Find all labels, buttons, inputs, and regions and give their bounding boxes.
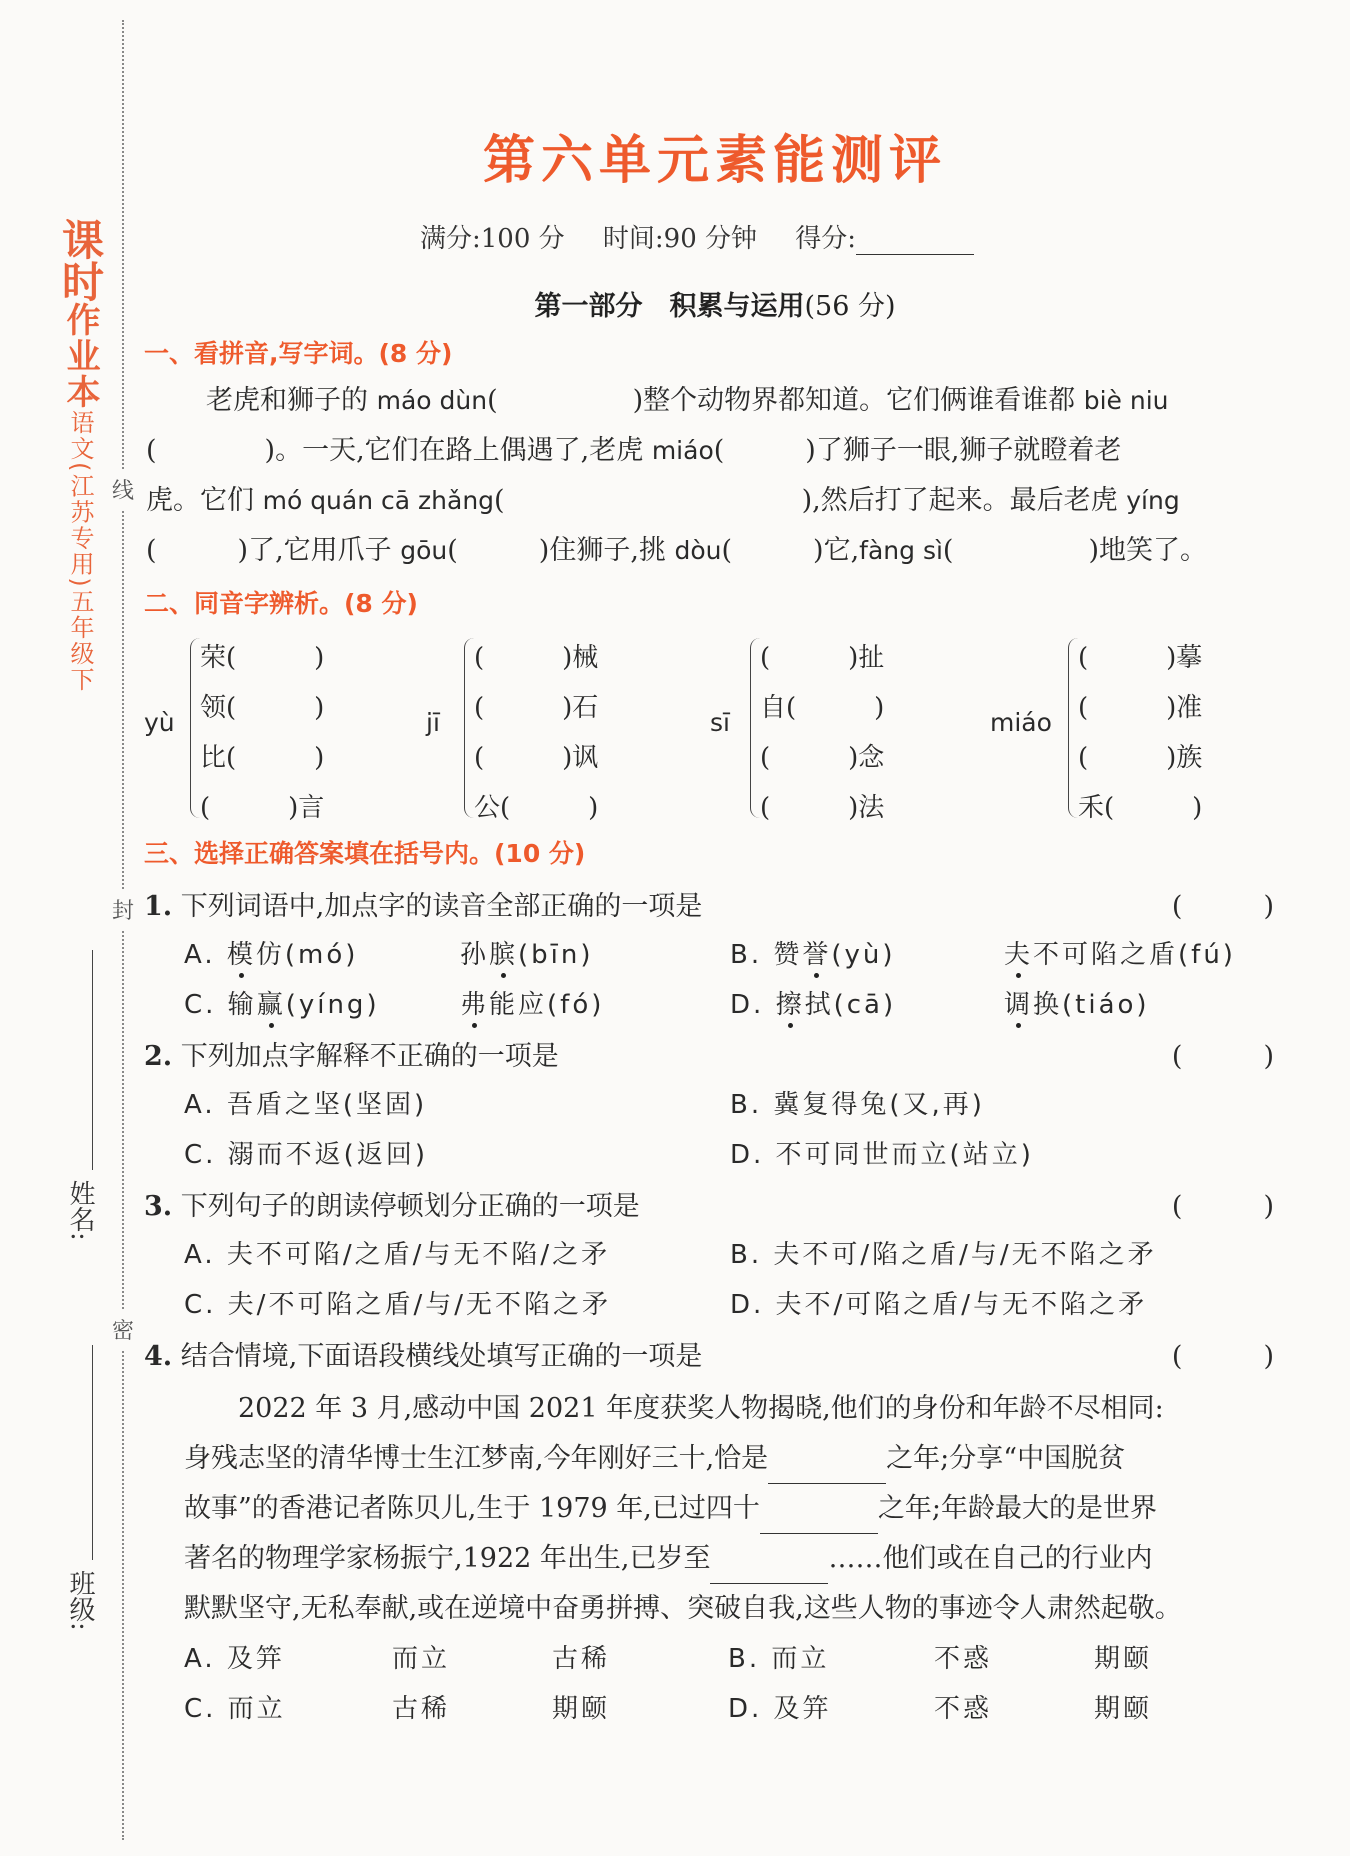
- q4-option-b-word2: 不惑: [934, 1644, 993, 1674]
- cut-mark-xian: 线: [112, 470, 134, 509]
- option-pinyin: (mó): [284, 940, 359, 970]
- section1-line-1: [146, 376, 1280, 426]
- homophone-item[interactable]: ( )言: [200, 793, 325, 823]
- dotted-char: 赢: [256, 990, 286, 1020]
- homophone-item[interactable]: 荣( ): [200, 643, 325, 673]
- group-pinyin: yù: [144, 708, 175, 737]
- question-3: [144, 1184, 1284, 1223]
- group-pinyin: miáo: [990, 708, 1052, 737]
- answer-box[interactable]: ( ): [1171, 1041, 1274, 1072]
- q4-option-c-word3: 期颐: [552, 1694, 611, 1724]
- q1-option-b2: 夫不可陷之盾(fú): [1004, 940, 1236, 970]
- answer-box[interactable]: ( ): [1171, 1191, 1274, 1222]
- text-run: ( )地笑了。: [942, 535, 1207, 566]
- text-run: 之年;年龄最大的是世界: [877, 1493, 1157, 1524]
- text-run: 之年;分享“中国脱贫: [886, 1443, 1126, 1474]
- q2-option-a[interactable]: A. 吾盾之坚(坚固): [184, 1090, 428, 1120]
- homophone-item[interactable]: ( )族: [1078, 743, 1203, 773]
- text-run: ……他们或在自己的行业内: [828, 1543, 1153, 1574]
- answer-box[interactable]: ( ): [1171, 891, 1274, 922]
- text-run: ( )住狮子,挑: [447, 535, 675, 566]
- pinyin-run: máo dùn: [376, 386, 488, 415]
- homophone-item[interactable]: 自( ): [760, 693, 885, 723]
- homophone-item[interactable]: ( )扯: [760, 643, 885, 673]
- option-letter: A.: [184, 940, 216, 970]
- q3-option-b[interactable]: B. 夫不可/陷之盾/与/无不陷之矛: [730, 1240, 1157, 1270]
- q1-option-b[interactable]: B. 赞誉(yù): [730, 940, 896, 970]
- option-pinyin: (yù): [831, 940, 896, 970]
- q4-option-b-word3: 期颐: [1094, 1644, 1153, 1674]
- homophone-item[interactable]: 比( ): [200, 743, 325, 773]
- question-2: [144, 1034, 1284, 1073]
- pinyin-run: mó quán cā zhǎng: [262, 486, 495, 515]
- question-number: 2.: [144, 1041, 173, 1072]
- q4-passage-line-5: 默默坚守,无私奉献,或在逆境中奋勇拼搏、突破自我,这些人物的事迹令人肃然起敬。: [184, 1593, 1182, 1624]
- q1-option-c[interactable]: C. 输赢(yíng): [184, 990, 380, 1020]
- homophone-item[interactable]: 公( ): [474, 793, 599, 823]
- option-letter: C.: [184, 990, 217, 1020]
- option-pinyin: (cā): [833, 990, 897, 1020]
- exam-time: 时间:90 分钟: [602, 224, 758, 254]
- section3-title: 三、选择正确答案填在括号内。(10 分): [144, 839, 586, 868]
- section1-title: 一、看拼音,写字词。(8 分): [144, 339, 453, 368]
- dotted-char: 誉: [802, 940, 832, 970]
- part-title-text: 第一部分 积累与运用: [534, 291, 805, 322]
- brand-subtitle: 语文(江苏专用)五年级下: [66, 410, 94, 693]
- answer-box[interactable]: ( ): [1171, 1341, 1274, 1372]
- group-pinyin: sī: [710, 708, 730, 737]
- pinyin-run: gōu: [400, 536, 448, 565]
- dotted-char: 夫: [1004, 940, 1034, 970]
- brand-name: 作业本: [60, 302, 100, 410]
- section1-line-3: [146, 476, 1280, 526]
- q1-option-d2: 调换(tiáo): [1004, 990, 1150, 1020]
- pinyin-run: miáo: [651, 436, 714, 465]
- option-pinyin: (bīn): [518, 940, 594, 970]
- pinyin-run: dòu: [674, 536, 722, 565]
- text-run: ( )整个动物界都知道。它们俩谁看谁都: [487, 385, 1084, 416]
- dotted-char: 模: [226, 940, 256, 970]
- option-text: 仿: [255, 940, 285, 970]
- homophone-item[interactable]: ( )法: [760, 793, 885, 823]
- q1-option-a2: 孙膑(bīn): [460, 940, 594, 970]
- q3-option-a[interactable]: A. 夫不可陷/之盾/与无不陷/之矛: [184, 1240, 611, 1270]
- score-blank[interactable]: [856, 230, 974, 255]
- question-4: [144, 1334, 1284, 1373]
- text-run: 虎。它们: [146, 485, 263, 516]
- name-label: 姓名:: [65, 1180, 95, 1241]
- dotted-char: 擦: [775, 990, 805, 1020]
- class-label: 班级:: [65, 1570, 95, 1631]
- dotted-char: 弗: [460, 990, 490, 1020]
- text-run: 著名的物理学家杨振宁,1922 年出生,已岁至: [184, 1543, 711, 1574]
- q3-option-d[interactable]: D. 夫不/可陷之盾/与无不陷之矛: [730, 1290, 1148, 1320]
- option-pinyin: (yíng): [285, 990, 380, 1020]
- question-text: 下列加点字解释不正确的一项是: [180, 1041, 559, 1072]
- homophone-item[interactable]: 禾( ): [1078, 793, 1203, 823]
- q4-option-d[interactable]: D. 及笄: [728, 1694, 832, 1724]
- part-title: [0, 284, 1350, 323]
- q3-option-c[interactable]: C. 夫/不可陷之盾/与/无不陷之矛: [184, 1290, 611, 1320]
- q4-option-a[interactable]: A. 及笄: [184, 1644, 285, 1674]
- q2-option-c[interactable]: C. 溺而不返(返回): [184, 1140, 428, 1170]
- question-1: [144, 884, 1284, 923]
- text-run: 身残志坚的清华博士生江梦南,今年刚好三十,恰是: [184, 1443, 769, 1474]
- q4-option-c[interactable]: C. 而立: [184, 1694, 286, 1724]
- homophone-item[interactable]: ( )准: [1078, 693, 1203, 723]
- pinyin-run: yíng: [1126, 486, 1180, 515]
- text-run: 故事”的香港记者陈贝儿,生于 1979 年,已过四十: [184, 1493, 760, 1524]
- dotted-char: 膑: [489, 940, 519, 970]
- homophone-item[interactable]: ( )摹: [1078, 643, 1203, 673]
- text-run: ( ),然后打了起来。最后老虎: [494, 485, 1127, 516]
- q4-option-d-word3: 期颐: [1094, 1694, 1153, 1724]
- text-run: ( )了狮子一眼,狮子就瞪着老: [713, 435, 1122, 466]
- q1-option-d[interactable]: D. 擦拭(cā): [730, 990, 897, 1020]
- q4-passage-line-2: [184, 1434, 1284, 1484]
- name-field-line[interactable]: [92, 950, 93, 1170]
- option-letter: D.: [730, 990, 765, 1020]
- text-run: 老虎和狮子的: [206, 385, 377, 416]
- score-label: 得分:: [795, 224, 857, 254]
- section1-line-2: [146, 426, 1280, 476]
- fill-blank-3[interactable]: [710, 1555, 828, 1584]
- question-text: 下列句子的朗读停顿划分正确的一项是: [180, 1191, 640, 1222]
- question-number: 1.: [144, 891, 173, 922]
- q4-option-a-word3: 古稀: [552, 1644, 611, 1674]
- option-pinyin: (fú): [1178, 940, 1236, 970]
- brand-logo-text: 课时: [56, 218, 105, 302]
- homophone-item[interactable]: ( )念: [760, 743, 885, 773]
- homophone-item[interactable]: ( )械: [474, 643, 599, 673]
- pinyin-run: biè niu: [1083, 386, 1169, 415]
- q4-option-a-word2: 而立: [392, 1644, 451, 1674]
- homophone-item[interactable]: ( )石: [474, 693, 599, 723]
- full-score: 满分:100 分: [420, 224, 565, 254]
- q4-option-b[interactable]: B. 而立: [728, 1644, 830, 1674]
- question-number: 4.: [144, 1341, 173, 1372]
- pinyin-run: fàng sì: [859, 536, 943, 565]
- q2-option-b[interactable]: B. 冀复得兔(又,再): [730, 1090, 985, 1120]
- class-field-line[interactable]: [92, 1345, 93, 1560]
- question-text: 下列词语中,加点字的读音全部正确的一项是: [180, 891, 703, 922]
- option-pinyin: (fó): [547, 990, 605, 1020]
- page-title: 第六单元素能测评: [482, 130, 947, 191]
- fill-blank-1[interactable]: [768, 1455, 886, 1484]
- section2-title: 二、同音字辨析。(8 分): [144, 589, 418, 618]
- question-text: 结合情境,下面语段横线处填写正确的一项是: [180, 1341, 703, 1372]
- cut-mark-mi: 密: [112, 1310, 134, 1349]
- text-run: ( )它,: [721, 535, 860, 566]
- text-run: ( )。一天,它们在路上偶遇了,老虎: [146, 435, 652, 466]
- part-score: (56 分): [804, 291, 896, 322]
- dotted-char: 调: [1004, 990, 1034, 1020]
- q1-option-a[interactable]: [184, 934, 358, 971]
- q4-passage-line-4: [184, 1534, 1284, 1584]
- q1-option-c2: 弗能应(fó): [460, 990, 605, 1020]
- homophone-item[interactable]: ( )讽: [474, 743, 599, 773]
- fill-blank-2[interactable]: [760, 1505, 878, 1534]
- q4-passage-line-3: [184, 1484, 1284, 1534]
- q4-option-d-word2: 不惑: [934, 1694, 993, 1724]
- text-run: ( )了,它用爪子: [146, 535, 401, 566]
- option-letter: B.: [730, 940, 763, 970]
- section1-line-4: [146, 526, 1280, 576]
- q2-option-d[interactable]: D. 不可同世而立(站立): [730, 1140, 1034, 1170]
- option-pinyin: (tiáo): [1062, 990, 1150, 1020]
- cut-mark-feng: 封: [112, 890, 134, 929]
- homophone-item[interactable]: 领( ): [200, 693, 325, 723]
- exam-meta: [420, 218, 1004, 255]
- group-pinyin: jī: [426, 708, 440, 737]
- question-number: 3.: [144, 1191, 173, 1222]
- q4-option-c-word2: 古稀: [392, 1694, 451, 1724]
- q4-passage-line-1: 2022 年 3 月,感动中国 2021 年度获奖人物揭晓,他们的身份和年龄不尽相同:: [184, 1393, 1164, 1424]
